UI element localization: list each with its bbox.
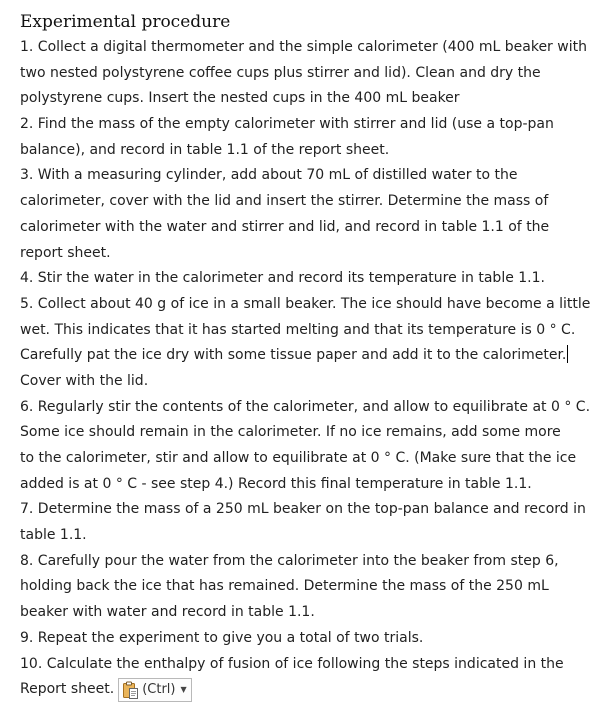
text-line: calorimeter, cover with the lid and insert the stirrer. Determine the mass of [20,193,549,210]
text-line: beaker with water and record in table 1.1. [20,604,315,621]
text-line: 3. With a measuring cylinder, add about 70 mL of distilled water to the [20,167,518,184]
text-line: wet. This indicates that it has started melting and that its temperature is 0 ° C. [20,321,576,338]
document-body[interactable] [20,9,608,703]
text-line: Report sheet. (Ctrl) ▼ [20,677,608,703]
text-line: Carefully pat the ice dry with some tissue paper and add it to the calorimeter. [20,347,567,364]
paste-options-button[interactable] [118,678,191,702]
text-line: 4. Stir the water in the calorimeter and record its temperature in table 1.1. [20,270,545,287]
text-line: Some ice should remain in the calorimeter. If no ice remains, add some more [20,424,561,441]
text-line: balance), and record in table 1.1 of the report sheet. [20,141,390,158]
text-line: 8. Carefully pour the water from the calorimeter into the beaker from step 6, [20,552,559,569]
text-line: calorimeter with the water and stirrer and lid, and record in table 1.1 of the [20,218,550,235]
text-line: 9. Repeat the experiment to give you a total of two trials. [20,629,424,646]
paste-options-label: (Ctrl) [142,682,176,698]
text-line: 6. Regularly stir the contents of the calorimeter, and allow to equilibrate at 0 ° C. [20,398,591,415]
clipboard-paste-icon [122,681,139,699]
text-cursor [567,345,568,363]
text-line: 7. Determine the mass of a 250 mL beaker on the top-pan balance and record in [20,501,586,518]
text-line: Cover with the lid. [20,372,149,389]
text-line: 10. Calculate the enthalpy of fusion of ice following the steps indicated in the [20,655,564,672]
text-line: two nested polystyrene coffee cups plus stirrer and lid). Clean and dry the [20,64,541,81]
chevron-down-icon: ▼ [180,685,187,695]
text-line: 2. Find the mass of the empty calorimeter with stirrer and lid (use a top-pan [20,116,554,133]
text-line: table 1.1. [20,527,87,544]
section-heading: Experimental procedure [20,12,231,32]
text-line: 5. Collect about 40 g of ice in a small beaker. The ice should have become a little [20,295,591,312]
text-line: 1. Collect a digital thermometer and the simple calorimeter (400 mL beaker with [20,39,587,55]
text-line: polystyrene cups. Insert the nested cups in the 400 mL beaker [20,90,460,107]
text-line: to the calorimeter, stir and allow to equilibrate at 0 ° C. (Make sure that the ice [20,450,577,466]
text-line: added is at 0 ° C - see step 4.) Record this final temperature in table 1.1. [20,475,532,492]
text-line: report sheet. [20,244,111,261]
text-line: holding back the ice that has remained. Determine the mass of the 250 mL [20,578,549,595]
